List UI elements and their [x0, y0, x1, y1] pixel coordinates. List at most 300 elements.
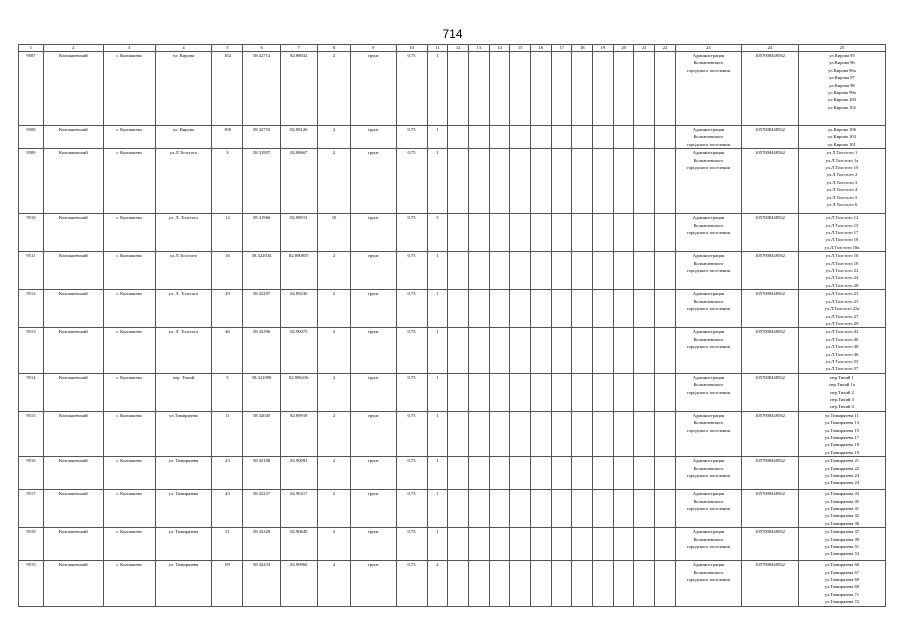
table-cell-col-4: пер. Тихий — [155, 373, 212, 411]
table-cell-col-19 — [593, 328, 614, 373]
table-cell-col-18 — [572, 411, 593, 456]
table-cell-col-4: ул. Тимирязева — [155, 561, 212, 606]
table-cell-col-22 — [655, 52, 676, 126]
table-cell-col-1: 9511 — [19, 252, 44, 290]
table-cell-col-19 — [593, 411, 614, 456]
table-cell-col-1: 9510 — [19, 214, 44, 252]
table-cell-col-23 — [675, 561, 741, 606]
table-cell-col-6: 58.32433 — [243, 561, 280, 606]
table-cell-col-25 — [798, 214, 885, 252]
cell-line: ул.Л.Толстого 24 — [825, 275, 859, 281]
table-cell-col-11: 1 — [427, 52, 448, 126]
table-cell-col-22 — [655, 214, 676, 252]
table-cell-col-5: 29 — [212, 290, 243, 328]
cell-line: Колпашевского — [693, 465, 724, 471]
cell-line: пер.Тихий 1 — [830, 374, 854, 380]
table-cell-col-23 — [675, 149, 741, 214]
table-cell-col-8: 2 — [317, 373, 350, 411]
table-cell-col-11: 1 — [427, 457, 448, 490]
table-cell-col-9: грунт — [351, 252, 397, 290]
column-header-21: 21 — [634, 45, 655, 52]
table-cell-col-11: 1 — [427, 490, 448, 528]
table-cell-col-15 — [510, 411, 531, 456]
cell-line: ул.Л.Толстого 48 — [825, 344, 859, 350]
table-cell-col-16 — [531, 52, 552, 126]
cell-line: Администрация — [692, 458, 725, 464]
table-cell-col-6: 58.32714 — [243, 52, 280, 126]
table-cell-col-11: 1 — [427, 411, 448, 456]
table-cell-col-17 — [551, 328, 572, 373]
table-cell-col-6: 58.31966 — [243, 214, 280, 252]
table-cell-col-23 — [675, 457, 741, 490]
table-cell-col-17 — [551, 252, 572, 290]
cell-line: Колпашевского — [693, 134, 724, 140]
cell-line: городского поселения — [687, 473, 730, 479]
table-cell-col-14 — [489, 290, 510, 328]
cell-line: Колпашевского — [693, 157, 724, 163]
cell-line: городского поселения — [687, 506, 730, 512]
table-cell-col-2: Колпашевский — [43, 411, 103, 456]
column-header-12: 12 — [448, 45, 469, 52]
column-header-3: 3 — [103, 45, 155, 52]
cell-line: ул.Тимирязева 69 — [824, 577, 860, 583]
table-cell-col-3: г. Колпашево — [103, 528, 155, 561]
cell-line: ул.Тимирязева 47 — [824, 529, 860, 535]
table-cell-col-15 — [510, 52, 531, 126]
table-cell-col-14 — [489, 411, 510, 456]
table-cell-col-19 — [593, 490, 614, 528]
table-cell-col-8: 4 — [317, 561, 350, 606]
cell-line: ул.Тимирязева 24 — [824, 480, 860, 486]
table-cell-col-20 — [613, 490, 634, 528]
column-header-7: 7 — [280, 45, 317, 52]
table-cell-col-20 — [613, 328, 634, 373]
table-row — [19, 149, 886, 214]
table-cell-col-14 — [489, 252, 510, 290]
table-row — [19, 457, 886, 490]
table-cell-col-24: 1057008448562 — [742, 528, 799, 561]
column-header-13: 13 — [468, 45, 489, 52]
cell-line: ул.Тимирязева 72 — [824, 599, 860, 605]
table-cell-col-11: 2 — [427, 561, 448, 606]
column-header-10: 10 — [396, 45, 427, 52]
table-cell-col-3: г. Колпашево — [103, 126, 155, 149]
table-cell-col-4: ул. Л. Толстого — [155, 290, 212, 328]
table-cell-col-10: 0,75 — [396, 561, 427, 606]
table-cell-col-24: 1057008448562 — [742, 214, 799, 252]
table-cell-col-24: 1057008448562 — [742, 457, 799, 490]
cell-line: ул.Тимирязева 45 — [824, 498, 860, 504]
table-cell-col-17 — [551, 52, 572, 126]
table-cell-col-10: 0,75 — [396, 528, 427, 561]
table-cell-col-22 — [655, 373, 676, 411]
table-cell-col-11: 1 — [427, 328, 448, 373]
table-cell-col-19 — [593, 457, 614, 490]
table-cell-col-1: 9513 — [19, 328, 44, 373]
cell-line: ул.Тимирязева 23 — [824, 473, 860, 479]
cell-line: ул.Тимирязева 51 — [824, 544, 860, 550]
table-cell-col-3: г. Колпашево — [103, 411, 155, 456]
table-cell-col-20 — [613, 214, 634, 252]
cell-line: ул.Кирова 101 — [828, 141, 856, 147]
cell-line: пер.Тихий 1а — [829, 382, 855, 388]
table-cell-col-8: 2 — [317, 411, 350, 456]
cell-line: ул.Л.Толстого 3 — [826, 179, 858, 185]
table-cell-col-3: г. Колпашево — [103, 561, 155, 606]
table-cell-col-4: ул. Тимирязева — [155, 457, 212, 490]
cell-line: ул.Кирова 103 — [828, 134, 856, 140]
table-row — [19, 561, 886, 606]
table-cell-col-15 — [510, 290, 531, 328]
table-cell-col-21 — [634, 149, 655, 214]
table-cell-col-2: Колпашевский — [43, 252, 103, 290]
table-cell-col-3: г. Колпашево — [103, 457, 155, 490]
table-cell-col-24: 1057008448562 — [742, 52, 799, 126]
cell-line: Администрация — [692, 127, 725, 132]
table-cell-col-10: 0,75 — [396, 457, 427, 490]
table-cell-col-16 — [531, 214, 552, 252]
cell-line: ул.Кирова 97 — [829, 75, 855, 81]
cell-line: Колпашевского — [693, 260, 724, 266]
cell-line: ул.Кирова 95 — [829, 53, 855, 58]
table-cell-col-16 — [531, 126, 552, 149]
cell-line: ул.Л.Толстого 29 — [825, 320, 859, 326]
table-cell-col-17 — [551, 561, 572, 606]
table-row — [19, 411, 886, 456]
cell-line: ул.Л.Толстого 42 — [825, 329, 859, 335]
table-cell-col-5: 16 — [212, 252, 243, 290]
column-header-8: 8 — [317, 45, 350, 52]
table-cell-col-13 — [468, 290, 489, 328]
table-cell-col-2: Колпашевский — [43, 561, 103, 606]
table-cell-col-18 — [572, 373, 593, 411]
table-row — [19, 214, 886, 252]
table-cell-col-18 — [572, 528, 593, 561]
cell-line: ул.Тимирязева 21 — [824, 458, 860, 464]
table-cell-col-23 — [675, 328, 741, 373]
cell-line: ул.Л.Толстого 25 — [825, 298, 859, 304]
table-cell-col-17 — [551, 290, 572, 328]
cell-line: Администрация — [692, 374, 725, 380]
table-cell-col-10: 0,75 — [396, 290, 427, 328]
table-cell-col-25 — [798, 561, 885, 606]
table-row — [19, 490, 886, 528]
cell-line: Колпашевского — [693, 569, 724, 575]
table-cell-col-19 — [593, 252, 614, 290]
table-cell-col-11: 5 — [427, 214, 448, 252]
cell-line: городского поселения — [687, 230, 730, 236]
table-cell-col-21 — [634, 52, 655, 126]
table-cell-col-13 — [468, 490, 489, 528]
table-cell-col-6: 58.32108 — [243, 457, 280, 490]
table-cell-col-14 — [489, 373, 510, 411]
column-header-18: 18 — [572, 45, 593, 52]
table-cell-col-9: грунт — [351, 126, 397, 149]
table-cell-col-19 — [593, 373, 614, 411]
cell-line: ул.Тимирязева 18 — [824, 442, 860, 448]
table-cell-col-14 — [489, 561, 510, 606]
table-cell-col-24: 1057008448562 — [742, 252, 799, 290]
table-cell-col-15 — [510, 490, 531, 528]
table-cell-col-10: 0,75 — [396, 52, 427, 126]
table-cell-col-14 — [489, 528, 510, 561]
cell-line: ул.Л.Толстого 16 — [825, 253, 859, 259]
table-cell-col-9: грунт — [351, 214, 397, 252]
table-cell-col-18 — [572, 52, 593, 126]
table-cell-col-9: грунт — [351, 52, 397, 126]
table-cell-col-15 — [510, 528, 531, 561]
table-cell-col-4: ул. Кирова — [155, 126, 212, 149]
table-cell-col-19 — [593, 126, 614, 149]
table-cell-col-4: ул.Тимирязева — [155, 411, 212, 456]
cell-line: ул.Кирова 99а — [828, 90, 856, 96]
table-cell-col-23 — [675, 252, 741, 290]
table-cell-col-22 — [655, 252, 676, 290]
column-header-20: 20 — [613, 45, 634, 52]
table-cell-col-22 — [655, 411, 676, 456]
table-cell-col-12 — [448, 328, 469, 373]
table-cell-col-17 — [551, 149, 572, 214]
page-number: 714 — [442, 27, 463, 41]
column-header-6: 6 — [243, 45, 280, 52]
table-cell-col-19 — [593, 149, 614, 214]
table-cell-col-21 — [634, 373, 655, 411]
table-cell-col-2: Колпашевский — [43, 457, 103, 490]
table-cell-col-10: 0,75 — [396, 328, 427, 373]
cell-line: ул.Л.Толстого 28 — [825, 282, 859, 288]
cell-line: ул.Л.Толстого 22 — [825, 268, 859, 274]
cell-line: Колпашевского — [693, 420, 724, 426]
table-cell-col-4: ул. Тимирязева — [155, 490, 212, 528]
table-cell-col-23 — [675, 214, 741, 252]
cell-line: Администрация — [692, 215, 725, 221]
table-cell-col-7: 82.890855 — [280, 252, 317, 290]
column-header-5: 5 — [212, 45, 243, 52]
table-cell-col-4: ул. Л. Толстого — [155, 328, 212, 373]
table-cell-col-12 — [448, 214, 469, 252]
cell-line: ул.Л.Толстого 25а — [824, 306, 860, 312]
table-cell-col-4: ул. Тимирязева — [155, 528, 212, 561]
table-cell-col-17 — [551, 457, 572, 490]
table-row — [19, 290, 886, 328]
table-cell-col-22 — [655, 490, 676, 528]
column-header-17: 17 — [551, 45, 572, 52]
table-cell-col-7: 82.90960 — [280, 561, 317, 606]
table-cell-col-15 — [510, 561, 531, 606]
table-cell-col-14 — [489, 214, 510, 252]
table-cell-col-6: 58.321099 — [243, 373, 280, 411]
column-header-16: 16 — [531, 45, 552, 52]
table-cell-col-14 — [489, 149, 510, 214]
table-cell-col-3: г. Колпашево — [103, 214, 155, 252]
table-cell-col-10: 0,75 — [396, 373, 427, 411]
table-cell-col-15 — [510, 149, 531, 214]
cell-line: ул.Тимирязева 49 — [824, 536, 860, 542]
table-cell-col-2: Колпашевский — [43, 149, 103, 214]
table-cell-col-8: 2 — [317, 328, 350, 373]
cell-line: ул.Тимирязева 43 — [824, 491, 860, 497]
table-row — [19, 328, 886, 373]
cell-line: Администрация — [692, 491, 725, 497]
table-cell-col-4: ул. Кирова — [155, 52, 212, 126]
table-cell-col-23 — [675, 373, 741, 411]
table-cell-col-6: 58.32753 — [243, 126, 280, 149]
cell-line: ул.Тимирязева 71 — [824, 591, 860, 597]
table-cell-col-13 — [468, 214, 489, 252]
table-cell-col-6: 58.32045 — [243, 411, 280, 456]
cell-line: ул.Кирова 102 — [828, 104, 856, 110]
column-header-22: 22 — [655, 45, 676, 52]
table-cell-col-21 — [634, 252, 655, 290]
table-cell-col-6: 58.322034 — [243, 252, 280, 290]
table-cell-col-18 — [572, 328, 593, 373]
cell-line: ул.Тимирязева 53 — [824, 551, 860, 557]
table-cell-col-6: 58.32297 — [243, 290, 280, 328]
table-cell-col-5: 106 — [212, 126, 243, 149]
table-cell-col-20 — [613, 411, 634, 456]
table-cell-col-10: 0,75 — [396, 490, 427, 528]
table-cell-col-23 — [675, 52, 741, 126]
table-cell-col-2: Колпашевский — [43, 52, 103, 126]
table-cell-col-9: грунт — [351, 411, 397, 456]
table-cell-col-3: г. Колпашево — [103, 52, 155, 126]
table-cell-col-22 — [655, 561, 676, 606]
table-cell-col-7: 82.88913 — [280, 214, 317, 252]
table-cell-col-1: 9518 — [19, 528, 44, 561]
table-cell-col-25 — [798, 290, 885, 328]
cell-line: ул.Тимирязева 41 — [824, 506, 860, 512]
column-header-4: 4 — [155, 45, 212, 52]
cell-line: Колпашевского — [693, 498, 724, 504]
cell-line: ул.Кирова 106 — [828, 127, 856, 132]
table-cell-col-9: грунт — [351, 328, 397, 373]
table-cell-col-23 — [675, 126, 741, 149]
table-cell-col-15 — [510, 126, 531, 149]
column-header-15: 15 — [510, 45, 531, 52]
table-cell-col-16 — [531, 328, 552, 373]
table-row — [19, 52, 886, 126]
cell-line: ул.Л.Толстого 5 — [826, 194, 858, 200]
table-cell-col-6: 58.32328 — [243, 528, 280, 561]
cell-line: пер.Тихий 3 — [830, 396, 854, 402]
table-cell-col-1: 9517 — [19, 490, 44, 528]
table-cell-col-16 — [531, 252, 552, 290]
table-cell-col-22 — [655, 457, 676, 490]
table-cell-col-2: Колпашевский — [43, 373, 103, 411]
table-cell-col-23 — [675, 411, 741, 456]
cell-line: ул.Л.Толстого 15 — [825, 222, 859, 228]
table-cell-col-4: ул. Л. Толстого — [155, 214, 212, 252]
table-cell-col-20 — [613, 290, 634, 328]
cell-line: Администрация — [692, 412, 725, 418]
cell-line: городского поселения — [687, 67, 730, 73]
table-cell-col-12 — [448, 411, 469, 456]
cell-line: ул.Л.Толстого 2 — [826, 172, 858, 178]
table-cell-col-8: 2 — [317, 457, 350, 490]
table-cell-col-22 — [655, 149, 676, 214]
table-cell-col-1: 9519 — [19, 561, 44, 606]
table-cell-col-8: 2 — [317, 528, 350, 561]
cell-line: ул.Л.Толстого 18а — [824, 244, 860, 250]
table-cell-col-10: 0,75 — [396, 126, 427, 149]
table-cell-col-16 — [531, 490, 552, 528]
cell-line: ул.Л.Толстого 4 — [826, 187, 858, 193]
table-cell-col-24: 1057008448562 — [742, 373, 799, 411]
table-cell-col-20 — [613, 52, 634, 126]
table-cell-col-5: 11 — [212, 411, 243, 456]
table-row — [19, 373, 886, 411]
cell-line: Колпашевского — [693, 336, 724, 342]
column-header-14: 14 — [489, 45, 510, 52]
table-cell-col-21 — [634, 490, 655, 528]
cell-line: пер.Тихий 4 — [830, 404, 854, 410]
table-cell-col-7: 82.896236 — [280, 373, 317, 411]
table-cell-col-14 — [489, 490, 510, 528]
table-cell-col-24: 1057008448562 — [742, 411, 799, 456]
table-cell-col-14 — [489, 52, 510, 126]
table-cell-col-5: 69 — [212, 561, 243, 606]
table-cell-col-9: грунт — [351, 561, 397, 606]
table-cell-col-5: 43 — [212, 490, 243, 528]
table-cell-col-2: Колпашевский — [43, 528, 103, 561]
table-cell-col-3: г. Колпашево — [103, 373, 155, 411]
table-cell-col-19 — [593, 214, 614, 252]
table-cell-col-21 — [634, 214, 655, 252]
table-cell-col-16 — [531, 561, 552, 606]
table-cell-col-2: Колпашевский — [43, 490, 103, 528]
table-cell-col-24: 1057008448562 — [742, 149, 799, 214]
table-cell-col-19 — [593, 528, 614, 561]
table-cell-col-8: 2 — [317, 126, 350, 149]
table-cell-col-25 — [798, 528, 885, 561]
table-cell-col-4: ул.Л.Толстого — [155, 149, 212, 214]
table-cell-col-8: 2 — [317, 490, 350, 528]
cell-line: Колпашевского — [693, 60, 724, 66]
table-cell-col-20 — [613, 126, 634, 149]
cell-line: ул.Кирова 98 — [829, 82, 855, 88]
column-header-9: 9 — [351, 45, 397, 52]
table-cell-col-9: грунт — [351, 373, 397, 411]
header-row — [19, 45, 886, 52]
column-header-25: 25 — [798, 45, 885, 52]
table-cell-col-3: г. Колпашево — [103, 490, 155, 528]
cell-line: Администрация — [692, 253, 725, 259]
table-cell-col-25 — [798, 149, 885, 214]
table-cell-col-24: 1057008448562 — [742, 490, 799, 528]
table-cell-col-9: грунт — [351, 490, 397, 528]
cell-line: городского поселения — [687, 268, 730, 274]
cell-line: ул.Л.Толстого 1б — [825, 165, 859, 171]
table-cell-col-7: 82.90092 — [280, 457, 317, 490]
table-cell-col-18 — [572, 490, 593, 528]
table-cell-col-13 — [468, 126, 489, 149]
column-header-23: 23 — [675, 45, 741, 52]
table-cell-col-20 — [613, 561, 634, 606]
cell-line: Колпашевского — [693, 382, 724, 388]
table-cell-col-24: 1057008448562 — [742, 328, 799, 373]
table-cell-col-12 — [448, 52, 469, 126]
table-cell-col-7: 82.90649 — [280, 528, 317, 561]
column-header-1: 1 — [19, 45, 44, 52]
table-cell-col-12 — [448, 252, 469, 290]
table-cell-col-7: 82.88032 — [280, 52, 317, 126]
table-cell-col-7: 82.90417 — [280, 490, 317, 528]
table-cell-col-1: 9516 — [19, 457, 44, 490]
table-cell-col-23 — [675, 290, 741, 328]
table-cell-col-17 — [551, 490, 572, 528]
table-cell-col-10: 0,75 — [396, 149, 427, 214]
table-cell-col-6: 58.31897 — [243, 149, 280, 214]
